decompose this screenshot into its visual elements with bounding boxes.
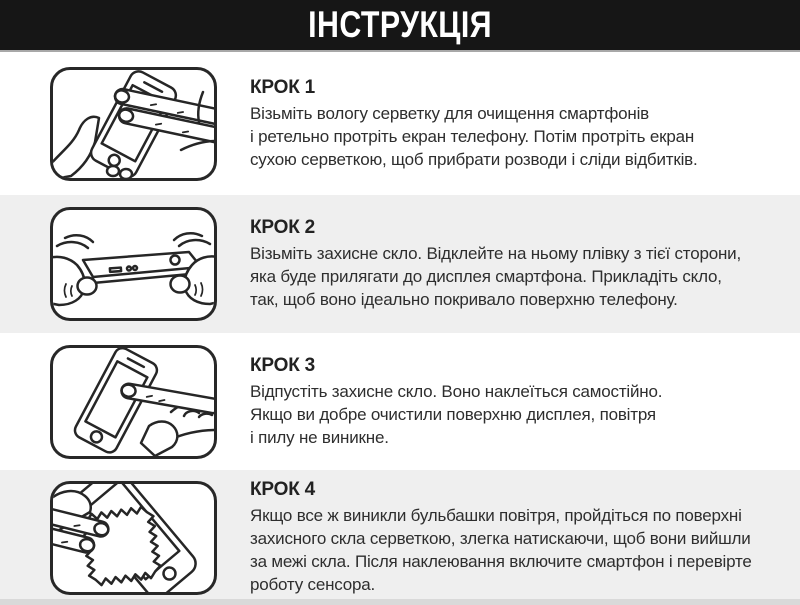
step-1-text <box>250 77 790 171</box>
wipe-bubbles-cloth-illustration <box>53 484 214 592</box>
step-1-line: сухою серветкою, щоб прибрати розводи і сліди відбитків. <box>250 149 698 169</box>
step-2-illustration-frame <box>50 207 217 321</box>
step-4-line: роботу сенсора. <box>250 575 376 594</box>
step-1-section <box>0 52 800 195</box>
step-1-illustration-frame <box>50 67 217 181</box>
step-2-text <box>250 217 790 311</box>
step-4-text <box>250 479 790 596</box>
step-3-illustration-frame <box>50 345 217 459</box>
step-3-section <box>0 333 800 470</box>
step-4-section <box>0 470 800 605</box>
step-1-title: КРОК 1 <box>250 76 316 98</box>
step-4-line: захисного скла серветкою, злегка натискаючи, щоб вони вийшли <box>250 529 751 548</box>
step-2-line: яка буде прилягати до дисплея смартфона. Прикладіть скло, <box>250 267 722 286</box>
step-3-title: КРОК 3 <box>250 354 316 376</box>
step-2-title: КРОК 2 <box>250 217 316 238</box>
step-3-line: Відпустіть захисне скло. Воно наклеїться самостійно. <box>250 381 663 401</box>
step-3-line: і пилу не виникне. <box>250 427 389 447</box>
photo-bottom-edge <box>0 599 800 605</box>
step-4-line: за межі скла. Після наклеювання включите смартфон і перевірте <box>250 552 752 571</box>
step-4-illustration-frame <box>50 481 217 595</box>
step-1-line: Візьміть вологу серветку для очищення смартфонів <box>250 103 649 123</box>
header-bar <box>0 0 800 52</box>
step-1-line: і ретельно протріть екран телефону. Потім протріть екран <box>250 126 695 146</box>
step-2-line: так, щоб воно ідеально покривало поверхню телефону. <box>250 290 678 309</box>
wipe-phone-with-cloth-illustration <box>53 70 214 178</box>
step-3-text <box>250 355 790 449</box>
step-4-line: Якщо все ж виникли бульбашки повітря, пройдіться по поверхні <box>250 506 742 525</box>
finger-press-phone-illustration <box>53 348 214 456</box>
step-2-line: Візьміть захисне скло. Відклейте на ньому плівку з тієї сторони, <box>250 244 741 263</box>
step-4-title: КРОК 4 <box>250 479 316 500</box>
step-3-line: Якщо ви добре очистили поверхню дисплея, повітря <box>250 404 656 424</box>
page-title: ІНСТРУКЦІЯ <box>308 4 492 45</box>
hold-protective-glass-illustration <box>53 210 214 318</box>
step-2-section <box>0 195 800 333</box>
